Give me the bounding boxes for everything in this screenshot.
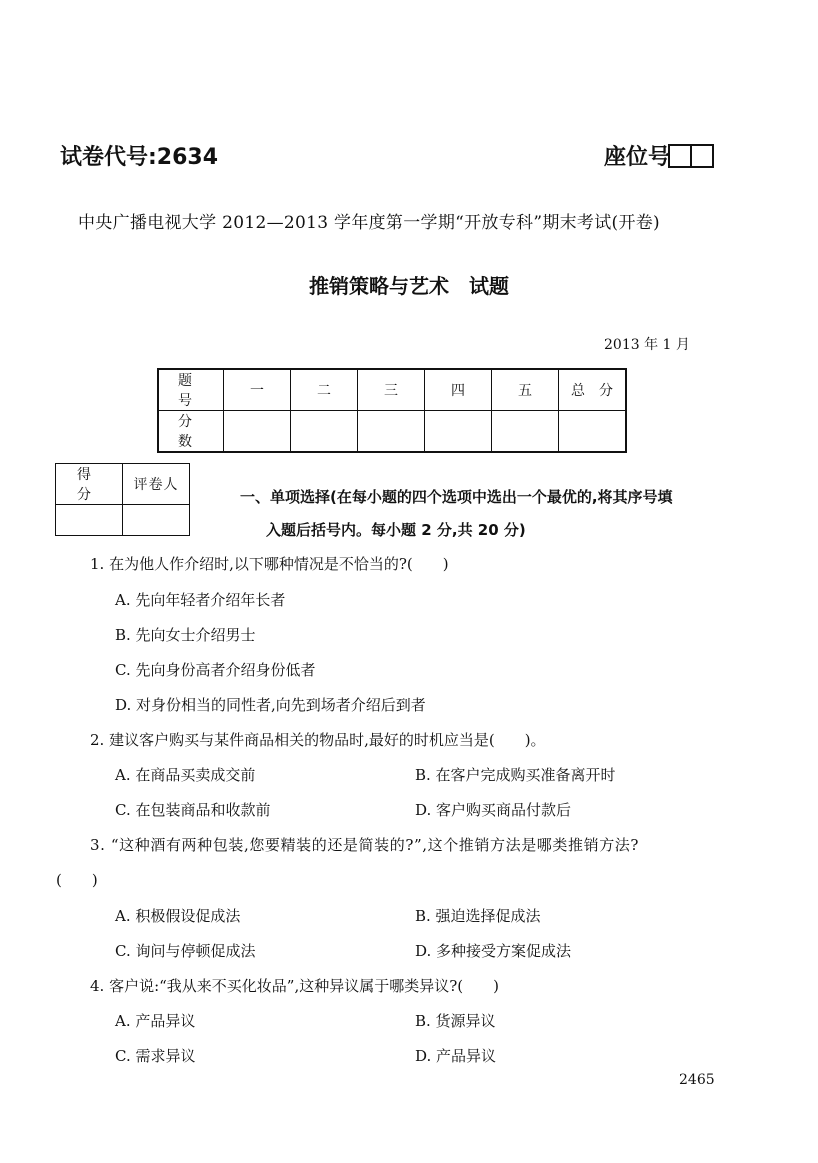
seat-box-1 [668,144,692,168]
score-table-col-total: 总 分 [559,369,627,411]
question-option: A. 在商品买卖成交前 [115,766,256,784]
question-option: C. 询问与停顿促成法 [115,942,256,960]
score-cell [224,411,291,453]
section-heading-cont: 入题后括号内。每小题 2 分,共 20 分) [266,521,526,539]
page-number: 2465 [679,1072,715,1088]
grader-name-label: 评卷人 [123,464,190,505]
question-stem: 2. 建议客户购买与某件商品相关的物品时,最好的时机应当是( )。 [90,731,546,749]
question-stem: 4. 客户说:“我从来不买化妆品”,这种异议属于哪类异议?( ) [90,977,499,995]
score-table-col-5: 五 [492,369,559,411]
score-table-col-3: 三 [358,369,425,411]
section-heading: 一、单项选择(在每小题的四个选项中选出一个最优的,将其序号填 [240,488,673,506]
score-table-col-4: 四 [425,369,492,411]
question-option: C. 需求异议 [115,1047,196,1065]
exam-date: 2013 年 1 月 [604,337,690,353]
question-option: C. 在包装商品和收款前 [115,801,271,819]
score-cell [559,411,627,453]
grader-score-label: 得 分 [56,464,123,505]
seat-box-2 [690,144,714,168]
score-cell [492,411,559,453]
question-option: B. 先向女士介绍男士 [115,626,256,644]
score-cell [291,411,358,453]
question-option: C. 先向身份高者介绍身份低者 [115,661,316,679]
score-cell [358,411,425,453]
question-stem: 3. “这种酒有两种包装,您要精装的还是简装的?”,这个推销方法是哪类推销方法? [90,836,640,854]
exam-title: 推销策略与艺术 试题 [309,274,509,298]
question-option: B. 强迫选择促成法 [415,907,541,925]
seat-number-field [604,140,714,171]
question-option: B. 货源异议 [415,1012,496,1030]
paper-code: 试卷代号:2634 [60,145,219,170]
score-table-col-1: 一 [224,369,291,411]
question-option: D. 多种接受方案促成法 [415,942,572,960]
question-option: A. 积极假设促成法 [115,907,241,925]
grader-table [55,463,190,536]
question-option: D. 产品异议 [415,1047,497,1065]
score-cell [425,411,492,453]
seat-label: 座位号 [604,145,671,170]
exam-header-line: 中央广播电视大学 2012—2013 学年度第一学期“开放专科”期末考试(开卷) [78,213,660,233]
question-option: D. 对身份相当的同性者,向先到场者介绍后到者 [115,696,426,714]
grader-score-cell [56,505,123,536]
question-option: A. 先向年轻者介绍年长者 [115,591,286,609]
question-option: D. 客户购买商品付款后 [415,801,572,819]
question-stem: 1. 在为他人作介绍时,以下哪种情况是不恰当的?( ) [90,555,449,573]
grader-name-cell [123,505,190,536]
score-table [157,368,627,453]
question-option: B. 在客户完成购买准备离开时 [415,766,616,784]
score-table-row-label: 题 号 [158,369,224,411]
score-table-row-label: 分 数 [158,411,224,453]
question-stem-cont: ( ) [56,871,98,889]
score-table-col-2: 二 [291,369,358,411]
question-option: A. 产品异议 [115,1012,196,1030]
